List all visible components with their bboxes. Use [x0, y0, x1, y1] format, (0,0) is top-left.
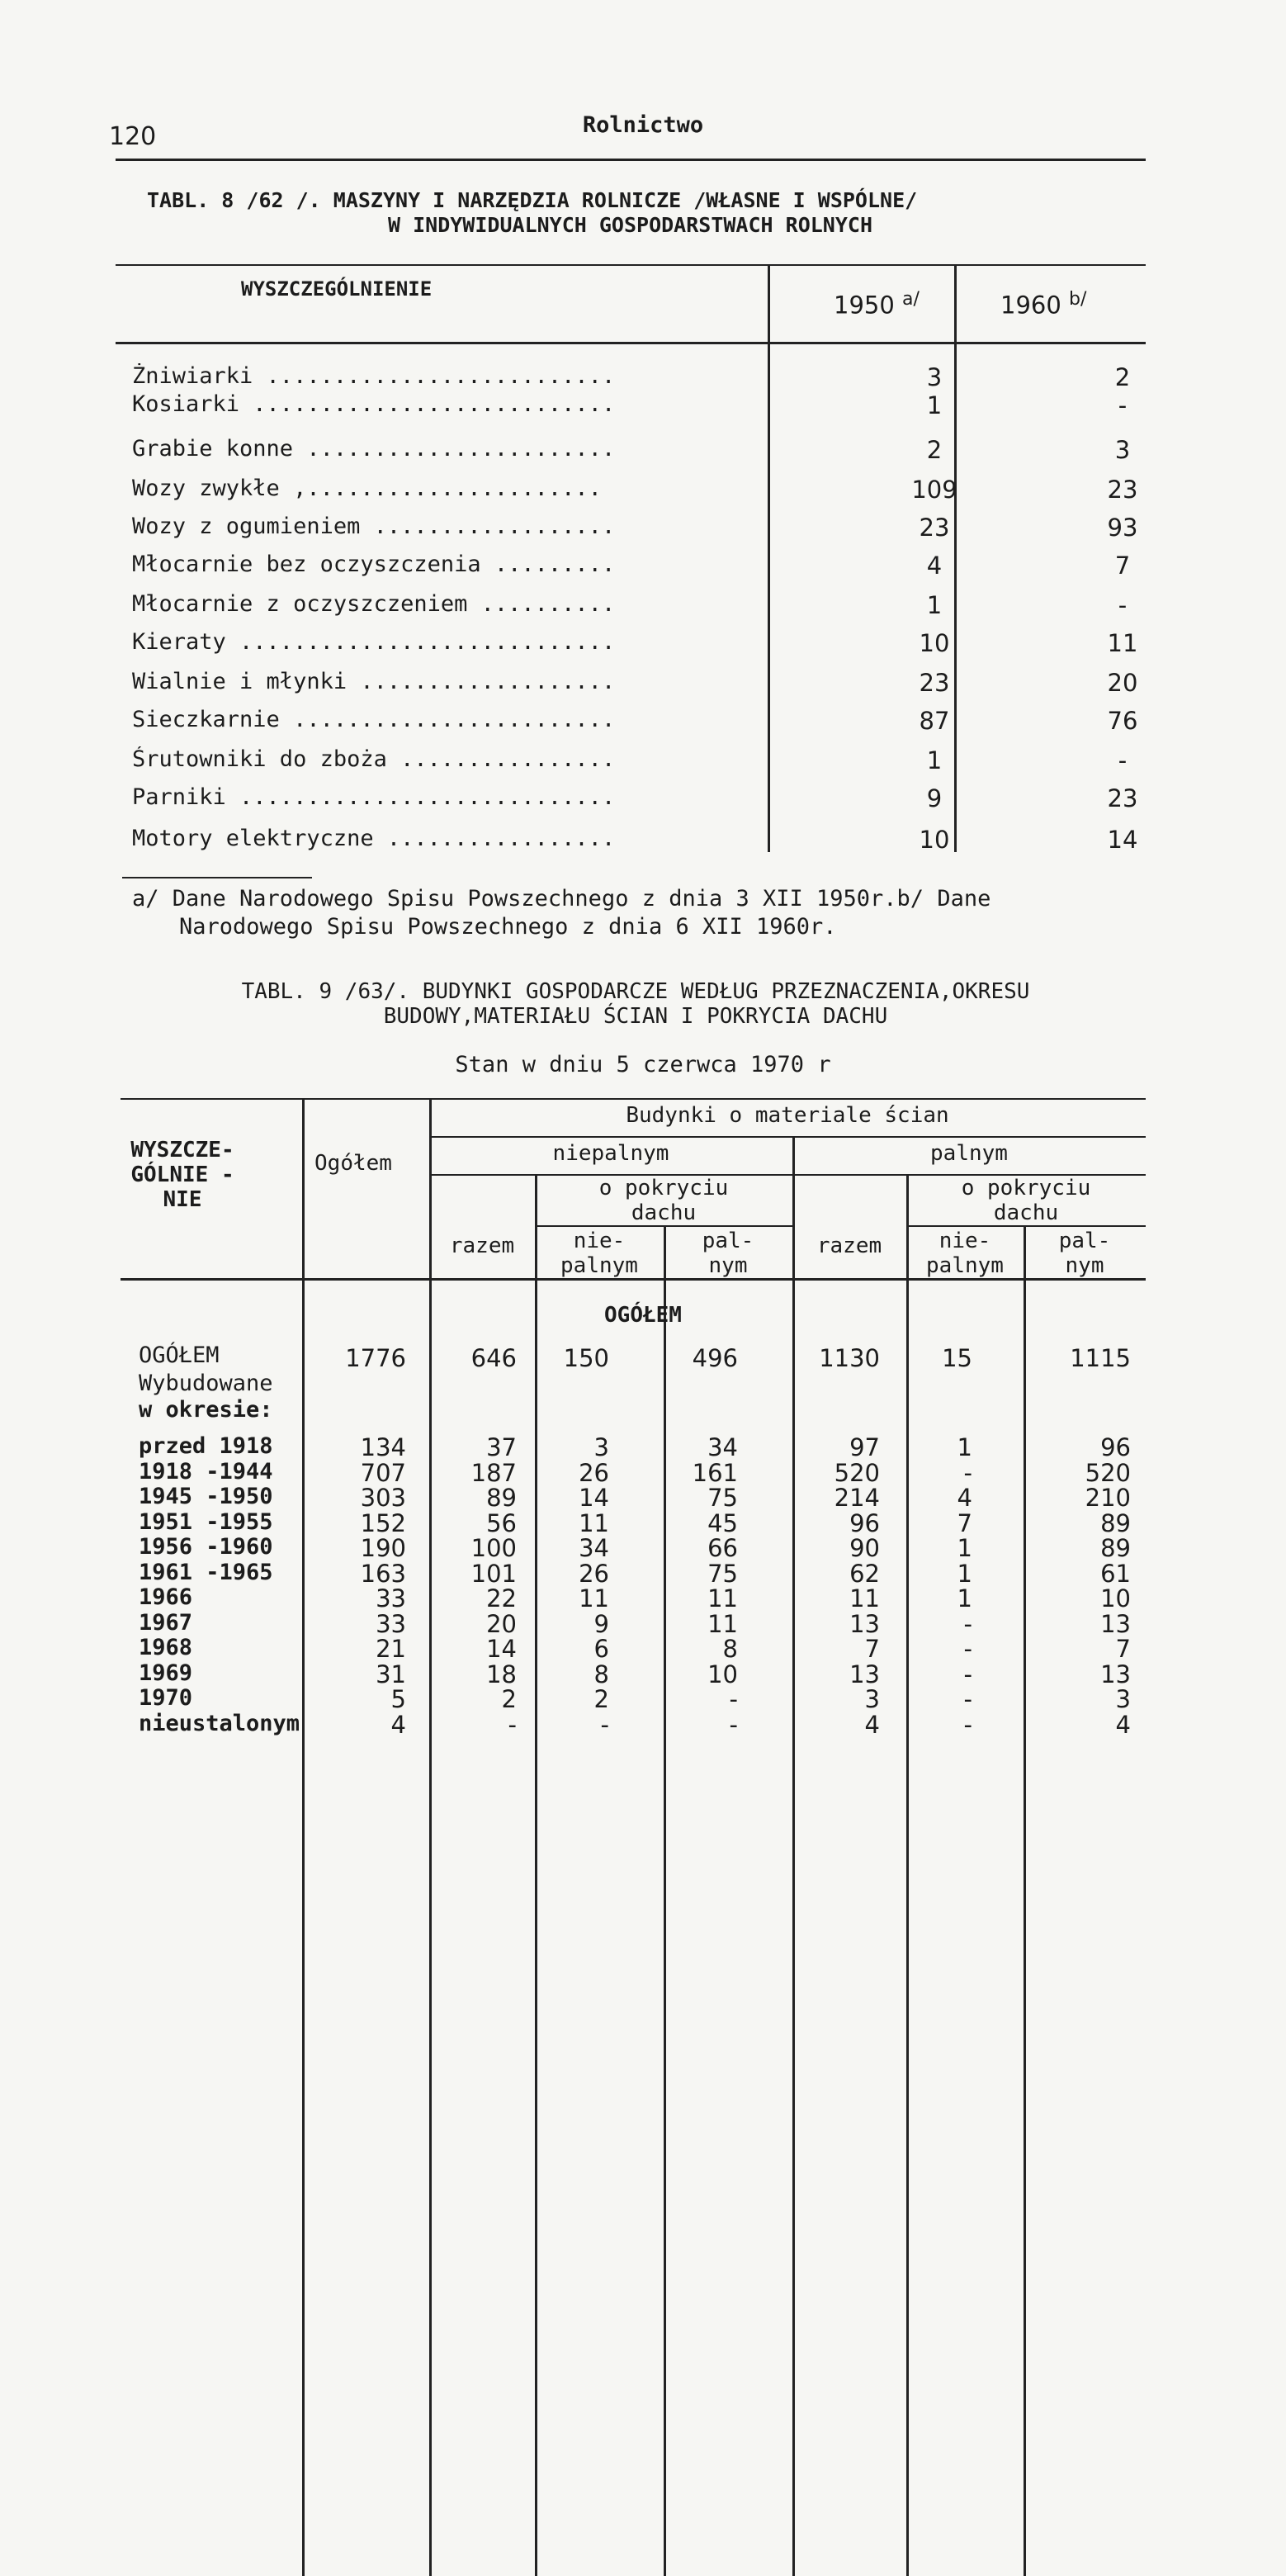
cell-palne-nie-palnym: 1	[957, 1559, 972, 1588]
table1-top-rule	[116, 264, 1146, 266]
cell-palne-razem: 7	[864, 1635, 880, 1663]
t2-vline-5	[792, 1138, 795, 2576]
cell-palne-nie-palnym: 1	[957, 1433, 972, 1461]
cell-palne-pal-nym: 210	[1085, 1484, 1131, 1512]
table1-value-1950: 1	[926, 391, 943, 419]
table1-row-label: Grabie konne .......................	[132, 436, 616, 462]
table1-value-1950: 2	[926, 436, 943, 464]
cell-palne-pal-nym: 13	[1100, 1660, 1131, 1688]
table1-header-rule	[116, 342, 1146, 344]
cell-palne-pal-nym: 1115	[1070, 1344, 1131, 1372]
table1-row-label: Sieczkarnie ........................	[132, 707, 616, 732]
table1-value-1960: 23	[1107, 476, 1138, 504]
cell-palne-razem: 1130	[819, 1344, 880, 1372]
period-label: 1945 -1950	[139, 1484, 273, 1509]
built-label-1: Wybudowane	[139, 1371, 273, 1396]
year-1950: 1950	[834, 291, 895, 320]
header-o-pokryciu-niepalne: o pokryciu dachu	[598, 1176, 729, 1225]
table1-value-1950: 23	[919, 669, 950, 697]
header-budynki: Budynki o materiale ścian	[626, 1103, 949, 1128]
table1-row	[132, 707, 1172, 740]
table2-title-line2: BUDOWY,MATERIAŁU ŚCIAN I POKRYCIA DACHU	[383, 1004, 888, 1029]
cell-ogolem: 152	[360, 1508, 406, 1537]
table1-value-1960: 76	[1107, 707, 1138, 735]
period-label: 1970	[139, 1685, 193, 1711]
cell-ogolem: 33	[376, 1609, 406, 1638]
cell-niepalne-nie-palnym: 26	[579, 1458, 609, 1487]
cell-palne-razem: 97	[849, 1433, 880, 1461]
cell-palne-razem: 3	[864, 1685, 880, 1713]
cell-ogolem: 21	[376, 1635, 406, 1663]
table1-value-1960: -	[1118, 591, 1128, 619]
rule-pokryciu-right	[906, 1225, 1146, 1227]
table2-header-bottom-rule	[121, 1278, 1146, 1281]
table1-row-label: Wialnie i młynki ...................	[132, 669, 616, 694]
header-ogolem: Ogółem	[314, 1151, 392, 1176]
cell-niepalne-pal-nym: 75	[707, 1484, 738, 1512]
cell-niepalne-razem: -	[508, 1710, 517, 1739]
cell-ogolem: 1776	[345, 1344, 406, 1372]
table1-row	[132, 591, 1172, 624]
header-niepalnym: niepalnym	[552, 1141, 669, 1166]
table1-row-label: Parniki ............................	[132, 784, 616, 810]
table1-row	[132, 436, 1172, 469]
cell-ogolem: 303	[360, 1484, 406, 1512]
cell-niepalne-pal-nym: 34	[707, 1433, 738, 1461]
cell-niepalne-nie-palnym: 11	[579, 1584, 609, 1612]
cell-palne-nie-palnym: -	[963, 1710, 972, 1739]
cell-palne-nie-palnym: 4	[957, 1484, 972, 1512]
cell-palne-razem: 13	[849, 1609, 880, 1638]
cell-palne-razem: 13	[849, 1660, 880, 1688]
cell-palne-nie-palnym: -	[963, 1660, 972, 1688]
cell-niepalne-razem: 14	[486, 1635, 517, 1663]
cell-niepalne-nie-palnym: 26	[579, 1559, 609, 1588]
cell-palne-pal-nym: 3	[1115, 1685, 1131, 1713]
table1-value-1950: 109	[911, 476, 957, 504]
period-label: 1918 -1944	[139, 1458, 273, 1485]
table1-row-label: Wozy zwykłe ,......................	[132, 476, 602, 501]
header-pal-nym-1: pal- nym	[702, 1229, 754, 1278]
cell-ogolem: 33	[376, 1584, 406, 1612]
t2-vline-3	[535, 1176, 537, 2576]
cell-niepalne-razem: 2	[501, 1685, 517, 1713]
table1-value-1950: 87	[919, 707, 950, 735]
cell-palne-pal-nym: 520	[1085, 1458, 1131, 1487]
cell-niepalne-pal-nym: 66	[707, 1534, 738, 1562]
rule-budynki	[429, 1136, 1146, 1138]
table1-title	[147, 188, 917, 238]
table1-value-1950: 9	[926, 784, 943, 812]
period-label: 1967	[139, 1609, 193, 1636]
cell-niepalne-pal-nym: 75	[707, 1559, 738, 1588]
table1-value-1960: 14	[1107, 826, 1138, 854]
t2-vline-7	[1024, 1227, 1026, 2576]
table1-value-1960: 11	[1107, 629, 1138, 657]
table1-value-1950: 10	[919, 826, 950, 854]
table1-title-line1: TABL. 8 /62 /. MASZYNY I NARZĘDZIA ROLNICZE /WŁASNE I WSPÓLNE/	[147, 188, 918, 212]
footnote-rule	[122, 877, 312, 878]
page-number: 120	[109, 122, 157, 151]
cell-niepalne-pal-nym: 11	[707, 1609, 738, 1638]
period-label: 1961 -1965	[139, 1559, 273, 1585]
table1-value-1950: 1	[926, 746, 943, 774]
table1-value-1950: 3	[926, 363, 943, 391]
table1-title-line2: W INDYWIDUALNYCH GOSPODARSTWACH ROLNYCH	[388, 213, 872, 237]
cell-niepalne-pal-nym: 8	[722, 1635, 738, 1663]
period-label: przed 1918	[139, 1433, 273, 1459]
table1-row-label: Śrutowniki do zboża ................	[132, 746, 616, 772]
table1-row	[132, 391, 1172, 424]
note-b: b/	[1069, 289, 1087, 310]
cell-palne-razem: 96	[849, 1508, 880, 1537]
period-label: 1956 -1960	[139, 1534, 273, 1560]
table1-header-label: WYSZCZEGÓLNIENIE	[241, 277, 433, 301]
cell-niepalne-pal-nym: 161	[692, 1458, 738, 1487]
table1-value-1950: 4	[926, 552, 943, 580]
cell-palne-nie-palnym: -	[963, 1458, 972, 1487]
table1-row-label: Wozy z ogumieniem ..................	[132, 514, 616, 539]
table2-subtitle: Stan w dniu 5 czerwca 1970 r	[455, 1052, 831, 1077]
table2-title	[116, 979, 1156, 1029]
cell-niepalne-nie-palnym: 6	[593, 1635, 609, 1663]
cell-ogolem: 707	[360, 1458, 406, 1487]
cell-palne-pal-nym: 13	[1100, 1609, 1131, 1638]
cell-niepalne-razem: 37	[486, 1433, 517, 1461]
header-nie-palnym-1: nie- palnym	[560, 1229, 638, 1278]
period-label: 1969	[139, 1660, 193, 1686]
header-o-pokryciu-palne: o pokryciu dachu	[961, 1176, 1091, 1225]
cell-palne-nie-palnym: -	[963, 1685, 972, 1713]
cell-niepalne-nie-palnym: 3	[593, 1433, 609, 1461]
header-wyszczegolnienie: WYSZCZE- GÓLNIE - NIE	[130, 1138, 234, 1212]
period-label: nieustalonym	[139, 1710, 300, 1736]
cell-palne-razem: 4	[864, 1710, 880, 1739]
header-razem-niepalne: razem	[449, 1234, 515, 1258]
cell-niepalne-nie-palnym: 8	[593, 1660, 609, 1688]
total-label: OGÓŁEM	[139, 1342, 220, 1368]
cell-ogolem: 4	[390, 1710, 406, 1739]
table1-value-1960: 3	[1114, 436, 1131, 464]
cell-niepalne-pal-nym: 11	[707, 1584, 738, 1612]
cell-palne-razem: 11	[849, 1584, 880, 1612]
cell-niepalne-razem: 101	[470, 1559, 517, 1588]
cell-niepalne-razem: 187	[470, 1458, 517, 1487]
cell-niepalne-pal-nym: 496	[692, 1344, 738, 1372]
cell-niepalne-pal-nym: -	[729, 1710, 738, 1739]
table1-row	[132, 784, 1172, 817]
cell-palne-razem: 520	[834, 1458, 880, 1487]
cell-palne-pal-nym: 89	[1100, 1534, 1131, 1562]
cell-palne-nie-palnym: 7	[957, 1508, 972, 1537]
t2-vline-6	[906, 1176, 909, 2576]
cell-niepalne-razem: 20	[486, 1609, 517, 1638]
table1-row	[132, 746, 1172, 779]
cell-palne-nie-palnym: 1	[957, 1584, 972, 1612]
cell-palne-pal-nym: 96	[1100, 1433, 1131, 1461]
cell-niepalne-razem: 22	[486, 1584, 517, 1612]
cell-niepalne-pal-nym: 45	[707, 1508, 738, 1537]
cell-niepalne-nie-palnym: 150	[563, 1344, 609, 1372]
cell-palne-nie-palnym: -	[963, 1609, 972, 1638]
table1-row-label: Młocarnie z oczyszczeniem ..........	[132, 591, 616, 617]
cell-niepalne-razem: 18	[486, 1660, 517, 1688]
cell-ogolem: 31	[376, 1660, 406, 1688]
table1-row-label: Żniwiarki ..........................	[132, 363, 616, 389]
table1-header-1950	[834, 289, 920, 320]
table1-value-1960: 20	[1107, 669, 1138, 697]
cell-palne-razem: 90	[849, 1534, 880, 1562]
table1-value-1960: -	[1118, 746, 1128, 774]
footnote-line2: Narodowego Spisu Powszechnego z dnia 6 XII 1960r.	[179, 914, 837, 940]
table1-value-1960: 7	[1114, 552, 1131, 580]
cell-palne-pal-nym: 7	[1115, 1635, 1131, 1663]
cell-niepalne-nie-palnym: 9	[593, 1609, 609, 1638]
cell-ogolem: 134	[360, 1433, 406, 1461]
header-rule	[116, 159, 1146, 161]
table1-value-1960: 93	[1107, 514, 1138, 542]
t2-vline-4	[664, 1227, 666, 2576]
table1-header-1960	[1000, 289, 1086, 320]
cell-ogolem: 163	[360, 1559, 406, 1588]
cell-palne-pal-nym: 61	[1100, 1559, 1131, 1588]
cell-palne-razem: 214	[834, 1484, 880, 1512]
footnote-line1: a/ Dane Narodowego Spisu Powszechnego z dnia 3 XII 1950r.b/ Dane	[132, 886, 991, 912]
cell-niepalne-razem: 646	[470, 1344, 517, 1372]
table1-row	[132, 629, 1172, 662]
cell-niepalne-pal-nym: 10	[707, 1660, 738, 1688]
table1-row	[132, 514, 1172, 547]
cell-palne-pal-nym: 89	[1100, 1508, 1131, 1537]
table1-value-1960: 2	[1114, 363, 1131, 391]
cell-niepalne-nie-palnym: 34	[579, 1534, 609, 1562]
built-label-2: w okresie:	[139, 1397, 273, 1423]
table1-value-1960: -	[1118, 391, 1128, 419]
table1-value-1950: 1	[926, 591, 943, 619]
cell-niepalne-nie-palnym: -	[600, 1710, 609, 1739]
cell-palne-razem: 62	[849, 1559, 880, 1588]
footnote	[132, 885, 991, 941]
cell-palne-nie-palnym: 1	[957, 1534, 972, 1562]
table1-row-label: Młocarnie bez oczyszczenia .........	[132, 552, 616, 577]
table2-title-line1: TABL. 9 /63/. BUDYNKI GOSPODARCZE WEDŁUG PRZEZNACZENIA,OKRESU	[241, 979, 1030, 1004]
table1-value-1950: 10	[919, 629, 950, 657]
note-a: a/	[902, 289, 920, 310]
section-title: OGÓŁEM	[604, 1303, 682, 1328]
table1-row	[132, 552, 1172, 585]
cell-palne-nie-palnym: 15	[942, 1344, 972, 1372]
table1-row	[132, 669, 1172, 702]
header-pal-nym-2: pal- nym	[1058, 1229, 1111, 1278]
table1-row	[132, 476, 1172, 509]
table1-row-label: Kosiarki ...........................	[132, 391, 616, 417]
cell-palne-pal-nym: 4	[1115, 1710, 1131, 1739]
table1-row	[132, 826, 1172, 859]
table1-value-1960: 23	[1107, 784, 1138, 812]
header-nie-palnym-2: nie- palnym	[926, 1229, 1004, 1278]
cell-ogolem: 5	[390, 1685, 406, 1713]
cell-niepalne-razem: 100	[470, 1534, 517, 1562]
table1-value-1950: 23	[919, 514, 950, 542]
period-label: 1951 -1955	[139, 1508, 273, 1535]
cell-niepalne-nie-palnym: 2	[593, 1685, 609, 1713]
period-label: 1966	[139, 1584, 193, 1610]
running-head: Rolnictwo	[582, 112, 704, 138]
header-razem-palne: razem	[816, 1234, 882, 1258]
cell-palne-nie-palnym: -	[963, 1635, 972, 1663]
period-label: 1968	[139, 1635, 193, 1660]
table1-row-label: Motory elektryczne .................	[132, 826, 616, 851]
cell-niepalne-nie-palnym: 11	[579, 1508, 609, 1537]
cell-palne-pal-nym: 10	[1100, 1584, 1131, 1612]
cell-niepalne-nie-palnym: 14	[579, 1484, 609, 1512]
cell-niepalne-pal-nym: -	[729, 1685, 738, 1713]
table1-row-label: Kieraty ............................	[132, 629, 616, 655]
header-palnym: palnym	[930, 1141, 1008, 1166]
year-1960: 1960	[1000, 291, 1061, 320]
cell-ogolem: 190	[360, 1534, 406, 1562]
cell-niepalne-razem: 56	[486, 1508, 517, 1537]
cell-niepalne-razem: 89	[486, 1484, 517, 1512]
table2-top-rule	[121, 1098, 1146, 1100]
